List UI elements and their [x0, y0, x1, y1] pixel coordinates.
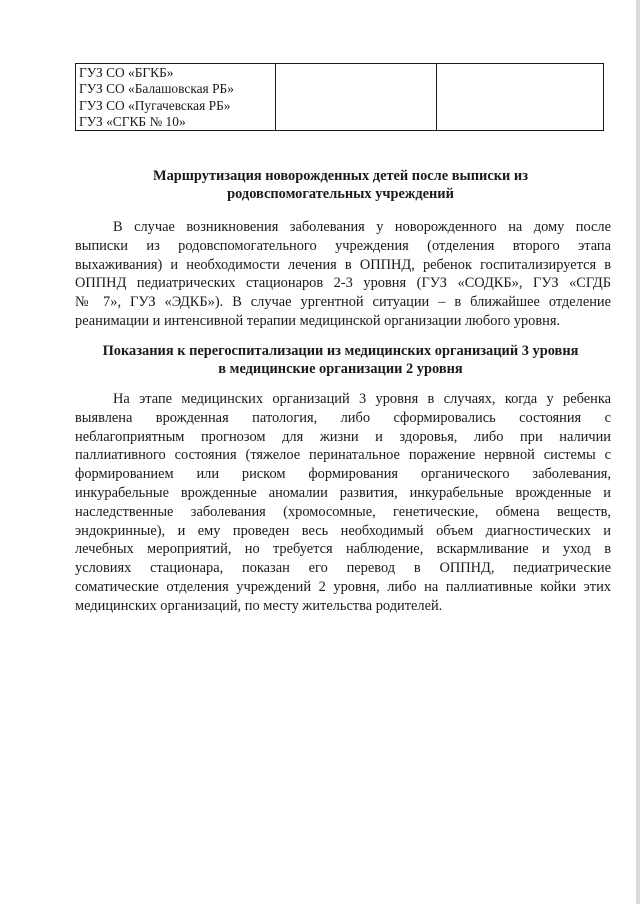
paragraph-line: условиях стационара, показан его перевод в ОППНД, педиатрические [75, 560, 611, 577]
section2-title [75, 342, 606, 378]
empty-cell-2 [276, 64, 437, 131]
section2-title-line: Показания к перегоспитализации из медицинских организаций 3 уровня [102, 343, 579, 359]
organizations-cell [76, 64, 276, 131]
organizations-table [75, 63, 604, 131]
paragraph-line: паллиативного состояния (тяжелое перинатальное поражение нервной системы с [75, 447, 611, 464]
paragraph-line: В случае возникновения заболевания у новорожденного на дому после [113, 219, 611, 235]
paragraph-line: выявлена врожденная патология, либо сформировались состояния с [75, 409, 611, 426]
section1-title-line: родовспомогательных учреждений [227, 186, 454, 202]
paragraph-line: эндокринные), и ему проведен весь необходимый объем диагностических и [75, 522, 611, 539]
section2-paragraph [75, 390, 611, 616]
paragraph-line: выхаживания) и необходимости лечения в ОППНД, ребенок госпитализируется в [75, 256, 611, 273]
paragraph-line: реанимации и интенсивной терапии медицинской организации любого уровня. [75, 312, 561, 329]
scan-edge [636, 0, 640, 904]
paragraph-line: № 7», ГУЗ «ЭДКБ»). В случае ургентной ситуации – в ближайшее отделение [75, 294, 611, 311]
paragraph-line: инкурабельные врожденные аномалии развития, инкурабельные врожденные и [75, 484, 611, 501]
section1-paragraph [75, 218, 611, 331]
organization-name: ГУЗ СО «БГКБ» [79, 65, 174, 80]
organization-name: ГУЗ СО «Пугачевская РБ» [79, 97, 231, 113]
paragraph-line: На этапе медицинских организаций 3 уровня в случаях, когда у ребенка [113, 391, 611, 407]
section1-title [75, 167, 606, 203]
section1-title-line: Маршрутизация новорожденных детей после выписки из [153, 168, 528, 184]
organization-name: ГУЗ «СГКБ № 10» [79, 113, 186, 129]
paragraph-line: ОППНД педиатрических стационаров 2-3 уровня (ГУЗ «СОДКБ», ГУЗ «СГДБ [75, 275, 611, 292]
paragraph-line: лечебных мероприятий, но требуется наблюдение, вскармливание и уход в [75, 541, 611, 558]
paragraph-line: наследственные заболевания (хромосомные, генетические, обмена веществ, [75, 503, 611, 520]
table-row [76, 64, 604, 131]
section2-title-line: в медицинские организации 2 уровня [218, 361, 463, 377]
paragraph-line: формированием или риском формирования органического заболевания, [75, 466, 611, 483]
organization-name: ГУЗ СО «Балашовская РБ» [79, 81, 234, 97]
paragraph-line: соматические отделения учреждений 2 уровня, либо на паллиативные койки этих [75, 578, 611, 595]
paragraph-line: выписки из родовспомогательного учреждения (отделения второго этапа [75, 237, 611, 254]
empty-cell-3 [437, 64, 604, 131]
paragraph-line: неблагоприятным прогнозом для жизни и здоровья, либо при наличии [75, 428, 611, 445]
paragraph-line: медицинских организаций, по месту жительства родителей. [75, 597, 443, 614]
